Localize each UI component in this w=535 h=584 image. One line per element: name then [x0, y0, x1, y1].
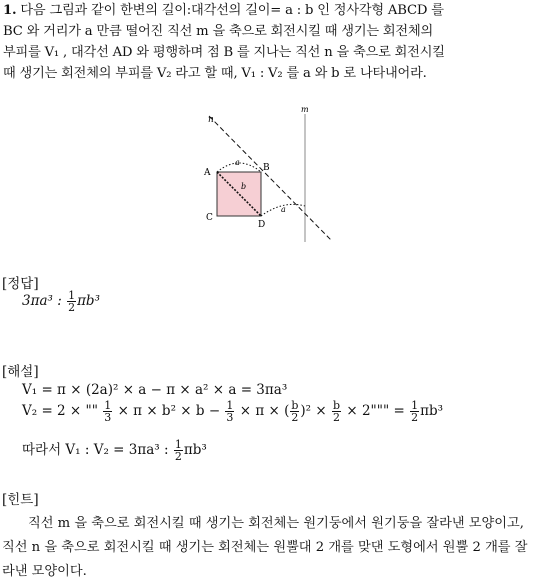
problem-line-1: 1. 다음 그림과 같이 한변의 길이:대각선의 길이= a : b 인 정사각형 ABCD 를	[3, 3, 444, 18]
figure-svg	[195, 104, 345, 244]
label-b-vertex: B	[263, 163, 270, 173]
label-a-top: a	[235, 158, 240, 167]
problem-line-2: BC 와 거리가 a 만큼 떨어진 직선 m 을 축으로 회전시킬 때 생기는 회전체의	[3, 24, 434, 39]
label-a-vertex: A	[204, 168, 211, 178]
solution-v1: V₁ = π × (2a)² × a − π × a² × a = 3πa³	[22, 382, 288, 398]
problem-line-3: 부피를 V₁ , 대각선 AD 와 평행하며 점 B 를 지나는 직선 n 을 축으로 회전시킬	[3, 45, 445, 60]
label-axis-m: m	[301, 105, 309, 114]
answer-fraction: $\frac{1}{2}$	[68, 289, 76, 314]
answer-label: [정답]	[2, 276, 39, 292]
problem-statement	[3, 0, 533, 84]
hint-text: 직선 m 을 축으로 회전시킬 때 생기는 회전체는 원기둥에서 원기둥을 잘라낸 모양이고, 직선 n 을 축으로 회전시킬 때 생기는 회전체는 원뿔대 2 개를 맞댄 도형에서 원뿔 2 개를 잘라낸 모양이다.	[2, 516, 528, 579]
label-a-side: a	[281, 205, 286, 214]
label-axis-n: n	[208, 115, 214, 125]
solution-v2: V₂ = 2 × "" $\frac{1}{3}$ × π × b² × b − $\frac{1}{3}$ × π × ( $\frac{b}{2}$ )² × $\frac{b}{2}$ × 2""" = $\frac{1}{2}$ πb³	[22, 399, 444, 424]
answer-expression: 3πa³ : $\frac{1}{2}$ πb³	[22, 289, 100, 314]
hint-label: [힌트]	[2, 492, 39, 508]
solution-label: [해설]	[2, 364, 39, 380]
label-c-vertex: C	[206, 213, 213, 223]
label-b-diagonal: b	[241, 182, 247, 191]
square-rotation-figure	[195, 104, 345, 244]
solution-conclusion: 따라서 V₁ : V₂ = 3πa³ : $\frac{1}{2}$ πb³	[22, 438, 207, 463]
problem-line-4: 때 생기는 회전체의 부피를 V₂ 라고 할 때, V₁ : V₂ 를 a 와 b 로 나타내어라.	[3, 66, 427, 81]
label-d-vertex: D	[258, 220, 266, 230]
problem-number: 1.	[3, 3, 17, 18]
